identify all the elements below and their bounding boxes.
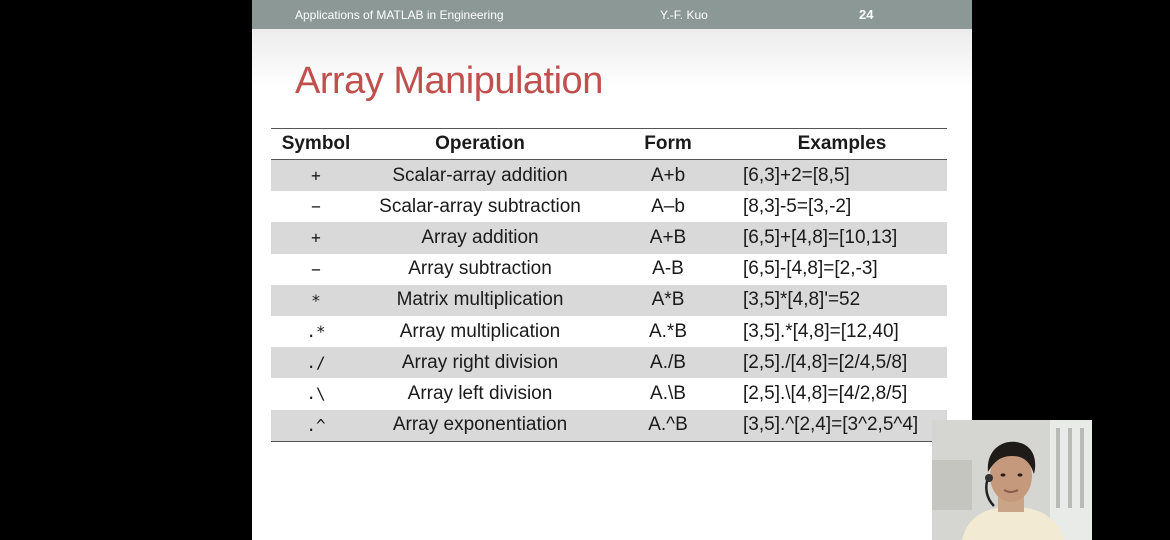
table-header-row	[271, 129, 947, 160]
form-cell: A-B	[652, 258, 684, 280]
symbol-cell: −	[311, 259, 321, 279]
operation-cell: Array addition	[361, 222, 599, 253]
column-header-form: Form	[644, 133, 692, 154]
example-cell: [6,5]-[4,8]=[2,-3]	[743, 258, 878, 280]
table-row	[271, 285, 947, 316]
example-cell: [3,5].*[4,8]=[12,40]	[743, 320, 899, 342]
example-cell: [6,5]+[4,8]=[10,13]	[737, 222, 947, 253]
form-cell: A–b	[651, 195, 685, 217]
operation-cell: Scalar-array subtraction	[379, 195, 581, 217]
page-number: 24	[859, 7, 874, 22]
symbol-cell: −	[311, 197, 321, 217]
symbol-cell: +	[271, 160, 361, 192]
table-row	[271, 191, 947, 222]
slide-title: Array Manipulation	[295, 60, 603, 102]
operations-table	[271, 128, 947, 442]
form-cell: A.*B	[648, 320, 688, 342]
slide	[252, 0, 972, 540]
form-cell: A./B	[599, 347, 737, 378]
symbol-cell: .^	[271, 410, 361, 442]
table-row	[271, 410, 947, 442]
example-cell: [3,5]*[4,8]'=52	[737, 285, 947, 316]
example-cell: [3,5].^[2,4]=[3^2,5^4]	[737, 410, 947, 442]
example-cell: [8,3]-5=[3,-2]	[743, 195, 852, 217]
operation-cell: Array left division	[407, 382, 553, 404]
operation-cell: Scalar-array addition	[361, 160, 599, 192]
author-name: Y.-F. Kuo	[660, 8, 708, 22]
table-row	[271, 254, 947, 285]
symbol-cell: .*	[306, 322, 326, 342]
symbol-cell: +	[271, 222, 361, 253]
table-row	[271, 316, 947, 347]
symbol-cell: .\	[306, 384, 326, 404]
column-header-examples: Examples	[797, 133, 887, 154]
column-header-symbol: Symbol	[281, 133, 351, 154]
example-cell: [6,3]+2=[8,5]	[737, 160, 947, 192]
table-row	[271, 347, 947, 378]
operation-cell: Array right division	[361, 347, 599, 378]
table-row	[271, 222, 947, 253]
column-header-operation: Operation	[435, 133, 525, 154]
table-row	[271, 160, 947, 192]
operation-cell: Array subtraction	[408, 258, 552, 280]
example-cell: [2,5]./[4,8]=[2/4,5/8]	[737, 347, 947, 378]
course-title: Applications of MATLAB in Engineering	[295, 8, 504, 22]
operation-cell: Array multiplication	[399, 320, 561, 342]
table-row	[271, 378, 947, 409]
form-cell: A+B	[599, 222, 737, 253]
slide-header-bar	[252, 0, 972, 29]
operation-cell: Matrix multiplication	[361, 285, 599, 316]
form-cell: A*B	[599, 285, 737, 316]
form-cell: A.\B	[650, 382, 686, 404]
presenter-webcam	[932, 420, 1092, 540]
example-cell: [2,5].\[4,8]=[4/2,8/5]	[743, 382, 908, 404]
form-cell: A+b	[599, 160, 737, 192]
form-cell: A.^B	[599, 410, 737, 442]
presenter-video-icon	[932, 420, 1092, 540]
symbol-cell: ./	[271, 347, 361, 378]
symbol-cell: *	[271, 285, 361, 316]
operation-cell: Array exponentiation	[361, 410, 599, 442]
